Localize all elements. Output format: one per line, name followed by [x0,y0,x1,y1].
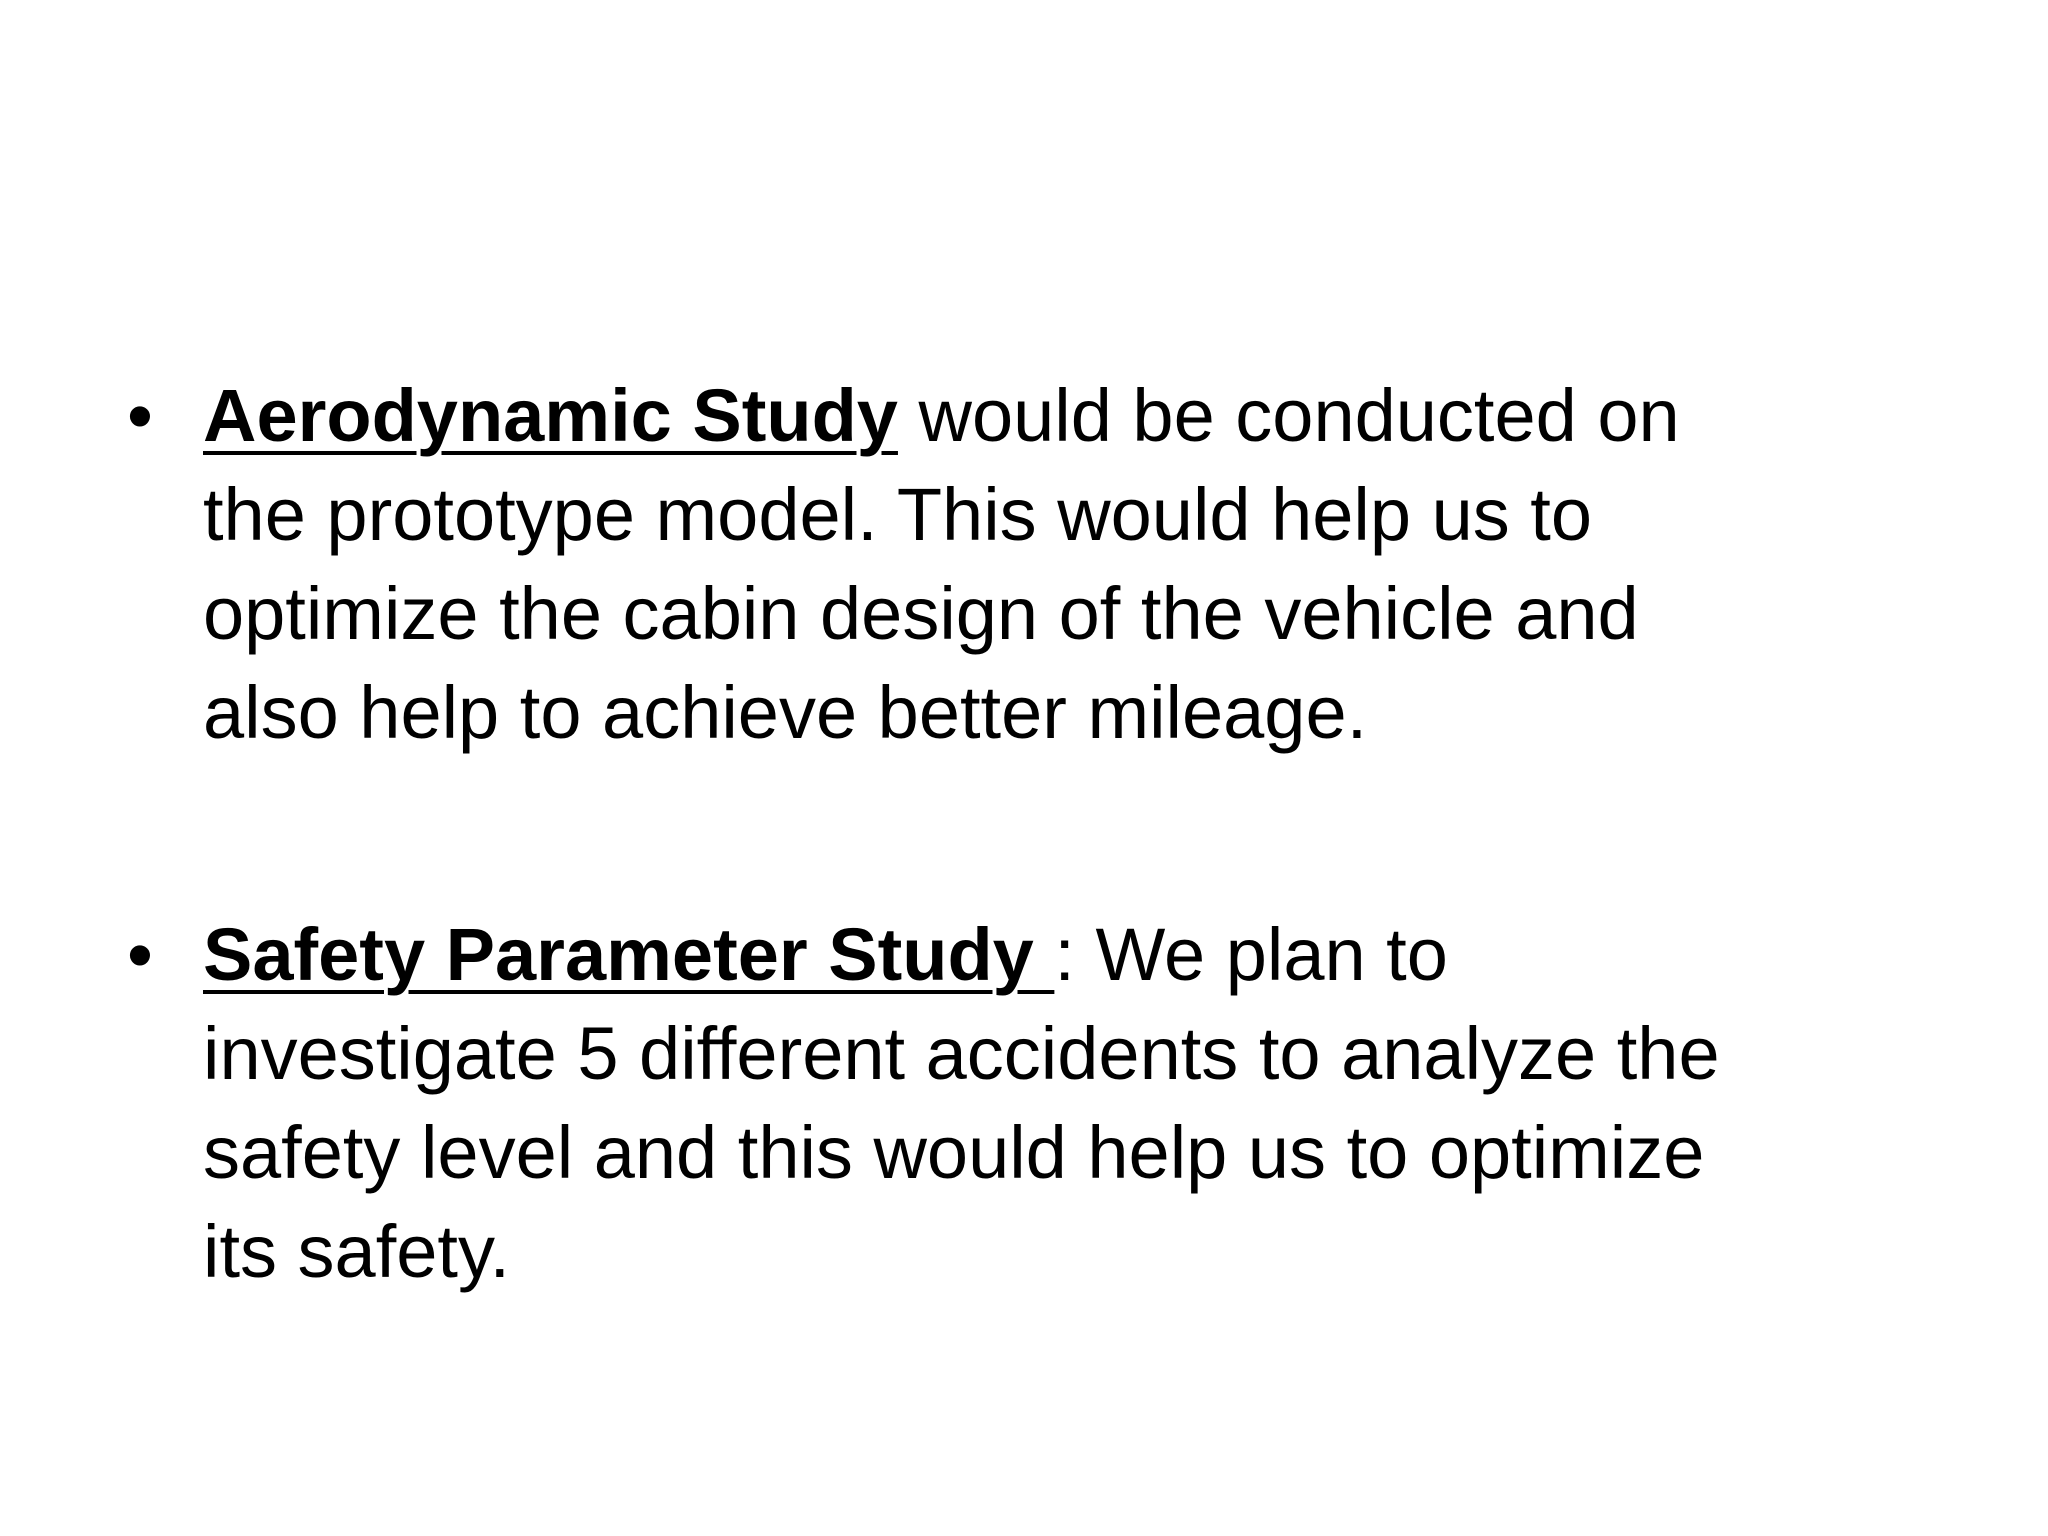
bullet-safety-parameter-study [125,905,1945,1301]
bullet-line-1-text: : We plan to [1054,913,1448,996]
bullet-line-4: also help to achieve better mileage. [203,671,1368,754]
bullet-line-1-text: would be conducted on [897,374,1680,457]
bullet-line-3: optimize the cabin design of the vehicle and [203,572,1639,655]
bullet-term: Safety Parameter Study [203,913,1055,996]
bullet-aerodynamic-study [125,366,1945,762]
bullet-line-2: the prototype model. This would help us to [203,473,1593,556]
bullet-icon: • [127,374,153,457]
bullet-line-2: investigate 5 different accidents to analyze the [203,1012,1720,1095]
bullet-list [125,366,1945,1301]
bullet-line-4: its safety. [203,1210,511,1293]
bullet-term: Aerodynamic Study [203,374,898,457]
bullet-line-1 [203,366,1945,465]
bullet-line-3: safety level and this would help us to optimize [203,1111,1705,1194]
bullet-line-1 [203,905,1945,1004]
bullet-icon: • [127,913,153,996]
